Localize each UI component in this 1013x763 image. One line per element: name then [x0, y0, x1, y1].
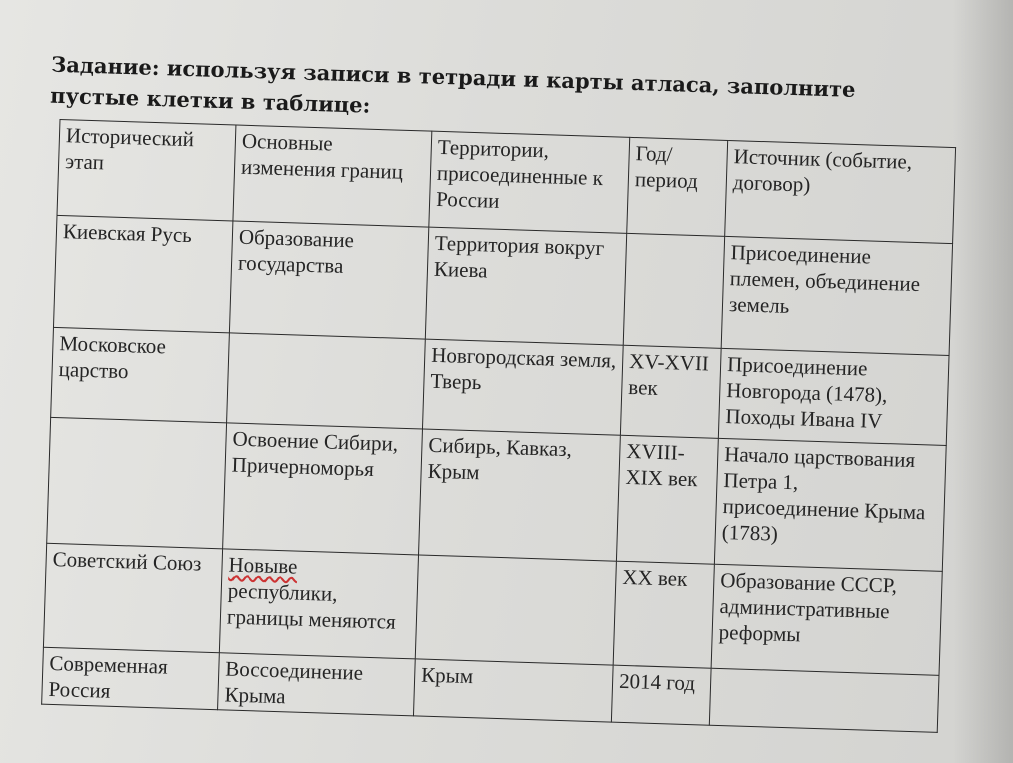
cell-territories — [415, 555, 616, 665]
cell-border-changes-rest: республики, границы меняются — [226, 578, 397, 634]
cell-territories: Новгородская земля, Тверь — [422, 339, 623, 435]
header-border-changes: Основные изменения границ — [233, 125, 432, 227]
history-table — [41, 119, 956, 733]
cell-stage: Киевская Русь — [53, 215, 232, 332]
cell-territories: Сибирь, Кавказ, Крым — [419, 429, 621, 561]
cell-border-changes — [219, 549, 418, 659]
header-year: Год/ период — [627, 137, 728, 236]
header-stage: Исторический этап — [57, 119, 236, 220]
cell-border-changes: Образование государства — [229, 221, 428, 339]
cell-stage: Советский Союз — [43, 543, 222, 652]
cell-source: Присоединение племен, объединение земель — [721, 236, 952, 355]
task-instruction: Задание: используя записи в тетради и карты атласа, заполните пустые клетки в таблице: — [49, 51, 856, 118]
cell-stage — [47, 417, 227, 548]
cell-year — [623, 233, 724, 348]
cell-border-changes — [227, 333, 426, 429]
cell-year: XX век — [613, 561, 714, 668]
header-source: Источник (событие, договор) — [725, 140, 956, 243]
cell-year: 2014 год — [611, 665, 711, 725]
misspelled-word: Новыве — [228, 552, 298, 579]
cell-source — [709, 668, 939, 732]
document-page — [8, 40, 960, 763]
cell-stage: Современная Россия — [42, 647, 220, 710]
monitor-edge-shadow — [953, 0, 1013, 763]
cell-border-changes: Освоение Сибири, Причерноморья — [223, 423, 423, 555]
cell-territories: Крым — [413, 659, 613, 722]
cell-source: Присоединение Новгорода (1478), Походы Ивана IV — [718, 348, 949, 445]
cell-year: XV-XVII век — [620, 345, 721, 438]
cell-year: XVIII-XIX век — [616, 435, 718, 564]
cell-territories: Территория вокруг Киева — [425, 227, 626, 345]
cell-source: Начало царствования Петра 1, присоединение Крыма (1783) — [714, 438, 946, 571]
header-territories: Территории, присоединенные к России — [429, 131, 630, 233]
cell-border-changes: Воссоединение Крыма — [218, 653, 416, 716]
cell-stage: Московское царство — [51, 327, 230, 422]
cell-source: Образование СССР, административные реформы — [711, 564, 942, 675]
